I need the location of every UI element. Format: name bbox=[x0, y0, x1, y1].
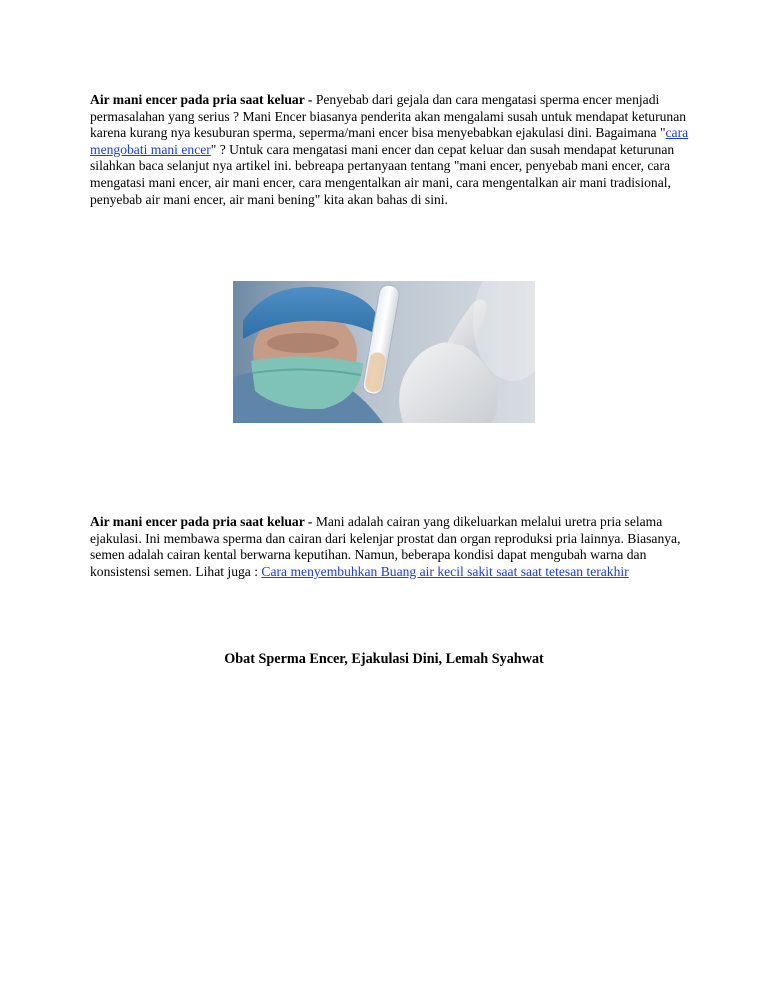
intro-bold-lead: Air mani encer pada pria saat keluar - bbox=[90, 92, 316, 107]
intro-paragraph bbox=[90, 92, 690, 208]
intro-text-a: Penyebab dari gejala dan cara mengatasi sperma encer menjadi permasalahan yang serius ? Mani Encer biasanya penderita akan mengalami susah untuk mendapat keturunan karena kurang nya kesuburan sperma, seperma/mani encer bisa menyebabkan ejakulasi dini. Bagaimana " bbox=[90, 92, 687, 141]
body-paragraph bbox=[90, 514, 690, 580]
link-cara-mengobati-mani-encer[interactable]: cara mengobati mani encer bbox=[90, 125, 689, 157]
section-heading: Obat Sperma Encer, Ejakulasi Dini, Lemah Syahwat bbox=[224, 651, 544, 667]
link-cara-menyembuhkan-buang-air-kecil[interactable]: Cara menyembuhkan Buang air kecil sakit saat saat tetesan terakhir bbox=[261, 563, 629, 579]
body-bold-lead: Air mani encer pada pria saat keluar - bbox=[90, 514, 316, 529]
intro-text-b: " ? Untuk cara mengatasi mani encer dan cepat keluar dan susah mendapat keturunan silahkan baca selanjut nya artikel ini. bebreapa pertanyaan tentang "mani encer, penyebab mani encer, cara mengatasi mani encer, air mani encer, cara mengentalkan air mani, cara mengentalkan air mani tradisional, penyebab air mani encer, air mani bening" kita akan bahas di sini. bbox=[90, 141, 675, 207]
body-text-a: Mani adalah cairan yang dikeluarkan melalui uretra pria selama ejakulasi. Ini membawa sperma dan cairan dari kelenjar prostat dan organ reproduksi pria lainnya. Biasanya, semen adalah cairan kental berwarna keputihan. Namun, beberapa kondisi dapat mengubah warna dan konsistensi semen. Lihat juga : bbox=[90, 514, 681, 579]
lab-technician-test-tube-image bbox=[233, 281, 535, 423]
